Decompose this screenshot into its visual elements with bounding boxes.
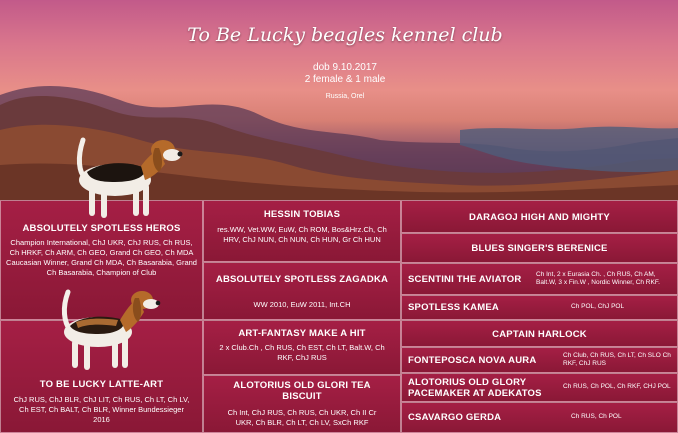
gp-name-3: SCENTINI THE AVIATOR xyxy=(408,273,522,285)
gp-titles-8: Ch RUS, Ch POL xyxy=(571,413,622,421)
gp-name-8: CSAVARGO GERDA xyxy=(408,412,502,423)
beagle-dam-image xyxy=(40,282,165,374)
sire-sire-titles: res.WW, Vet.WW, EuW, Ch ROM, Bos&Hrz.Ch, Ch HRV, ChJ NUN, Ch NUN, Ch HUN, Gr Ch HUN xyxy=(217,225,387,244)
gp-name-6: FONTEPOSCA NOVA AURA xyxy=(408,354,537,366)
gp-name-2: BLUES SINGER'S BERENICE xyxy=(471,243,608,254)
dam-sire-titles: 2 x Club.Ch , Ch RUS, Ch EST, Ch LT, Balt.W, Ch RKF, ChJ RUS xyxy=(219,343,385,362)
gp-name-7: ALOTORIUS OLD GLORY PACEMAKER AT ADEKATOS xyxy=(408,376,542,399)
dam-sire-name: ART-FANTASY MAKE A HIT xyxy=(238,328,366,339)
gp-titles-3: Ch Int, 2 x Eurasia Ch. , Ch RUS, Ch AM, Balt.W, 3 x Fin.W , Nordic Winner, Ch RKF. xyxy=(536,270,660,286)
gp-cell-7 xyxy=(401,373,678,402)
gp-cell-6 xyxy=(401,347,678,373)
date-of-birth: dob 9.10.2017 xyxy=(313,62,377,73)
dam-dam-cell xyxy=(203,375,401,433)
sire-sire-name: HESSIN TOBIAS xyxy=(263,209,341,220)
sire-dam-titles: WW 2010, EuW 2011, Int.CH xyxy=(253,300,351,309)
dam-name: TO BE LUCKY LATTE-ART xyxy=(39,379,164,390)
location: Russia, Orel xyxy=(325,93,365,100)
gp-cell-5 xyxy=(401,320,678,347)
gp-titles-6: Ch Club, Ch RUS, Ch LT, Ch SLO Ch RKF, ChJ RUS xyxy=(563,351,671,367)
sire-dam-name: ABSOLUTELY SPOTLESS ZAGADKA xyxy=(215,274,389,285)
dam-sire-cell xyxy=(203,320,401,375)
gp-cell-4 xyxy=(401,295,678,320)
sire-name: ABSOLUTELY SPOTLESS HEROS xyxy=(22,223,181,234)
gp-name-4: SPOTLESS KAMEA xyxy=(408,302,499,313)
gp-name-1: DARAGOJ HIGH AND MIGHTY xyxy=(469,212,610,223)
gp-name-5: CAPTAIN HARLOCK xyxy=(492,329,587,340)
dam-dam-name: ALOTORIUS OLD GLORI TEA BISCUIT xyxy=(233,380,371,402)
beagle-sire-image xyxy=(55,128,190,223)
gp-cell-2 xyxy=(401,233,678,263)
gp-titles-7: Ch RUS, Ch POL, Ch RKF, CHJ POL xyxy=(563,383,671,391)
dam-titles: ChJ RUS, ChJ BLR, ChJ LIT, Ch RUS, Ch LT, Ch LV, Ch EST, Ch BALT, Ch BLR, Winner Bundessieger 2016 xyxy=(13,395,190,424)
sire-sire-cell xyxy=(203,200,401,262)
gp-cell-3 xyxy=(401,263,678,295)
page-title: To Be Lucky beagles kennel club xyxy=(187,24,503,46)
sire-dam-cell xyxy=(203,262,401,320)
litter-info: 2 female & 1 male xyxy=(304,74,386,85)
dam-dam-titles: Ch Int, ChJ RUS, Ch RUS, Ch UKR, Ch II Cr UKR, Ch BLR, Ch LT, Ch LV, SxCh RKF xyxy=(227,408,377,427)
gp-cell-1 xyxy=(401,200,678,233)
sire-titles: Champion International, ChJ UKR, ChJ RUS, Ch RUS, Ch HRKF, Ch ARM, Ch GEO, Grand Ch GEO, Ch MDA Caucasian Winner, Grand Ch MDA, Ch Basarabia, Grand Ch Basarabia, Champion of Club xyxy=(6,238,197,277)
gp-titles-4: Ch POL, ChJ POL xyxy=(571,303,625,311)
gp-cell-8 xyxy=(401,402,678,433)
